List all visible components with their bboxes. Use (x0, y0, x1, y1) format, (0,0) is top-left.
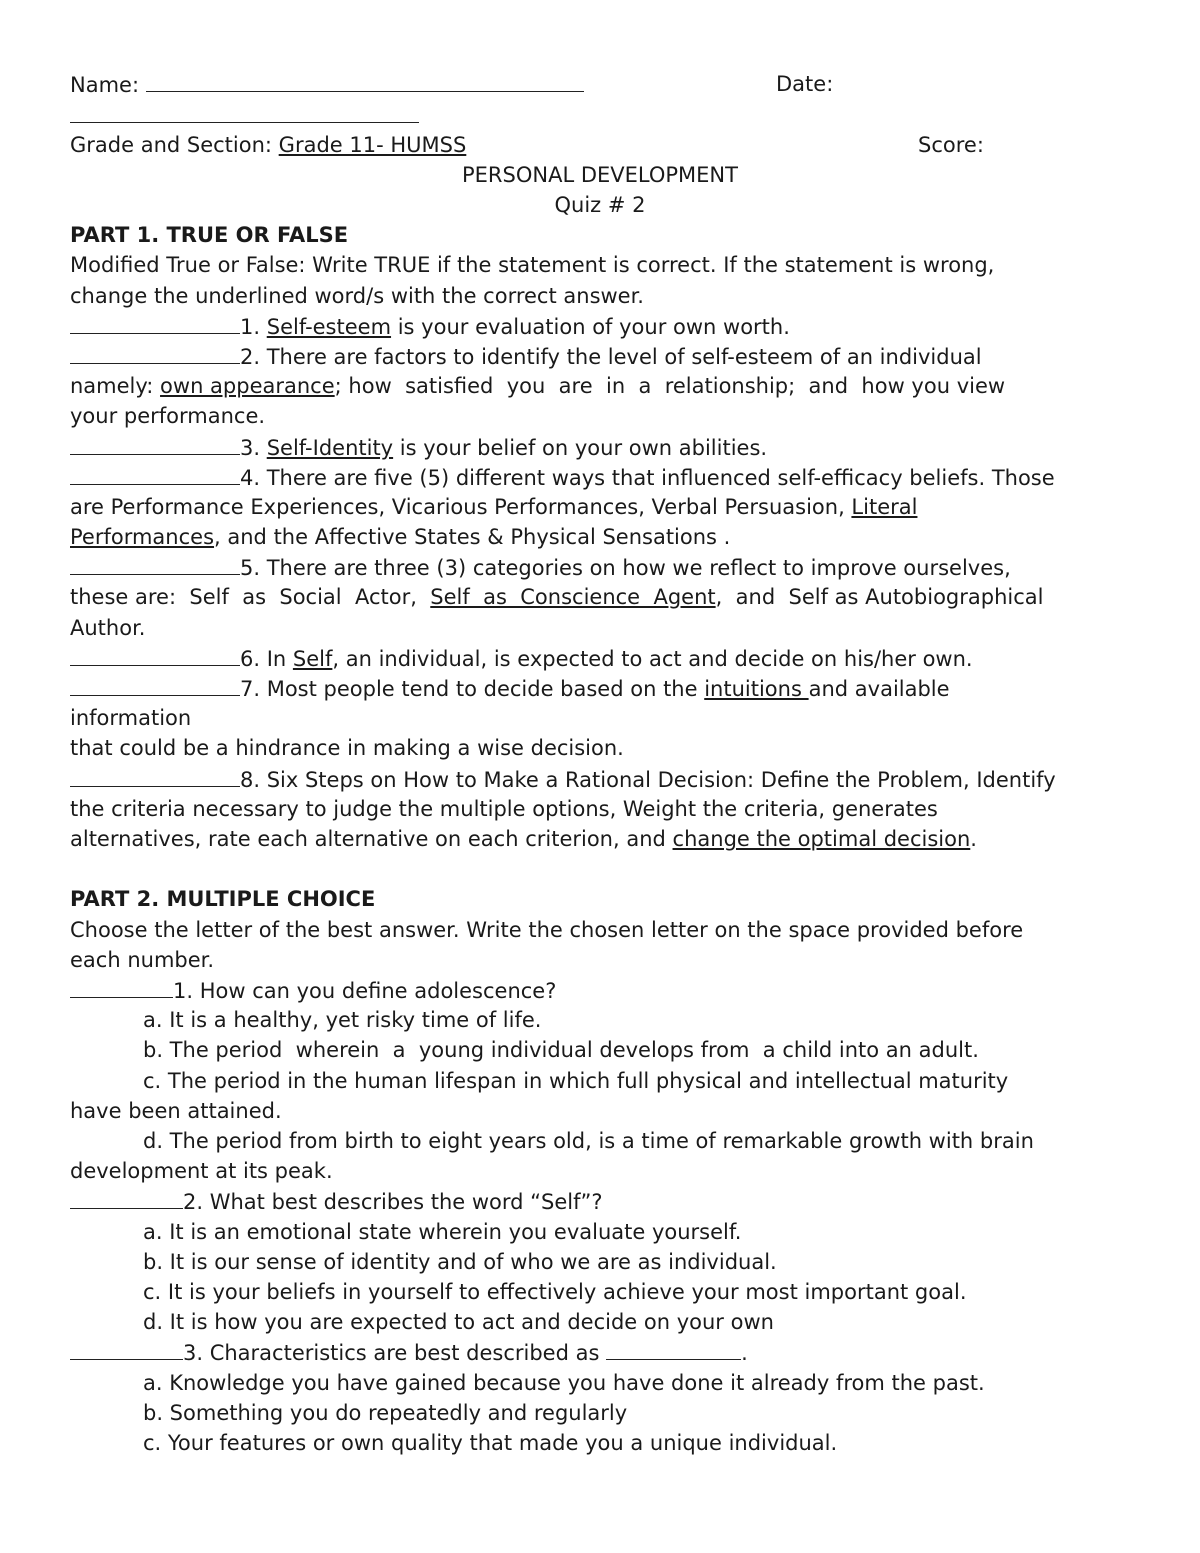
grade-label: Grade and Section: (70, 133, 272, 157)
mc1-option-a: a. It is a healthy, yet risky time of life. (143, 1008, 542, 1032)
date-blank-row (70, 100, 1130, 131)
quiz-number: Quiz # 2 (554, 193, 646, 217)
mc3-option-a: a. Knowledge you have gained because you have done it already from the past. (143, 1371, 985, 1395)
tf-item-2-line3: your performance. (70, 404, 266, 428)
mc-answer-blank-3[interactable] (70, 1337, 183, 1360)
tf-item-8-line2: the criteria necessary to judge the multiple options, Weight the criteria, generates (70, 797, 938, 821)
answer-blank-3[interactable] (70, 432, 240, 455)
tf-item-1: 1. Self-esteem is your evaluation of your own worth. (70, 311, 1130, 342)
mc3-option-c: c. Your features or own quality that made you a unique individual. (143, 1431, 838, 1455)
mc1-option-c: c. The period in the human lifespan in which full physical and intellectual maturity (143, 1069, 1009, 1093)
mc2-option-b: b. It is our sense of identity and of who we are as individual. (143, 1250, 777, 1274)
tf-item-8: 8. Six Steps on How to Make a Rational Decision: Define the Problem, Identify (70, 764, 1130, 795)
part2-instructions-line2: each number. (70, 948, 215, 972)
part2-instructions-line1: Choose the letter of the best answer. Write the chosen letter on the space provided before (70, 918, 1024, 942)
part1-heading: PART 1. TRUE OR FALSE (70, 223, 349, 247)
score-row (918, 130, 984, 160)
answer-blank-6[interactable] (70, 643, 240, 666)
mc2-option-a: a. It is an emotional state wherein you evaluate yourself. (143, 1220, 742, 1244)
name-label: Name: (70, 73, 140, 97)
tf-item-2-line2: namely: own appearance; how satisfied you are in a relationship; and how you view (70, 374, 1006, 398)
mc1-option-b: b. The period wherein a young individual develops from a child into an adult. (143, 1038, 979, 1062)
answer-blank-7[interactable] (70, 673, 240, 696)
tf-item-4: 4. There are five (5) different ways that influenced self-efficacy beliefs. Those (70, 462, 1130, 493)
score-label: Score: (918, 133, 984, 157)
mc-question-2: 2. What best describes the word “Self”? (70, 1186, 1130, 1217)
tf-item-4-line3: Performances, and the Affective States & Physical Sensations . (70, 525, 731, 549)
date-label: Date: (776, 72, 834, 96)
answer-blank-1[interactable] (70, 311, 240, 334)
date-row (776, 69, 833, 99)
grade-value: Grade 11- HUMSS (278, 133, 467, 157)
mc-answer-blank-1[interactable] (70, 975, 173, 998)
tf-item-5-line2: these are: Self as Social Actor, Self as Conscience Agent, and Self as Autobiographical (70, 585, 1044, 609)
mc-question-3: 3. Characteristics are best described as . (70, 1337, 1130, 1368)
mc3-option-b: b. Something you do repeatedly and regularly (143, 1401, 628, 1425)
part2-heading: PART 2. MULTIPLE CHOICE (70, 887, 376, 911)
tf-item-7-line3: that could be a hindrance in making a wise decision. (70, 736, 624, 760)
name-blank[interactable] (146, 69, 584, 92)
tf-item-4-line2: are Performance Experiences, Vicarious Performances, Verbal Persuasion, Literal (70, 495, 918, 519)
mc-answer-blank-2[interactable] (70, 1186, 183, 1209)
tf-item-6: 6. In Self, an individual, is expected to act and decide on his/her own. (70, 643, 1130, 674)
mc-question-1: 1. How can you define adolescence? (70, 975, 1130, 1006)
mc3-inline-blank[interactable] (606, 1337, 741, 1360)
mc1-option-d: d. The period from birth to eight years old, is a time of remarkable growth with brain (143, 1129, 1034, 1153)
answer-blank-4[interactable] (70, 462, 240, 485)
answer-blank-2[interactable] (70, 341, 240, 364)
mc2-option-d: d. It is how you are expected to act and decide on your own (143, 1310, 774, 1334)
answer-blank-8[interactable] (70, 764, 240, 787)
part1-instructions-line1: Modified True or False: Write TRUE if the statement is correct. If the statement is wrong, (70, 253, 995, 277)
date-blank[interactable] (70, 100, 419, 123)
tf-item-8-line3: alternatives, rate each alternative on each criterion, and change the optimal decision. (70, 827, 977, 851)
tf-item-7-line2: information (70, 706, 192, 730)
name-row (70, 69, 1130, 100)
tf-item-5-line3: Author. (70, 616, 146, 640)
tf-item-3: 3. Self-Identity is your belief on your own abilities. (70, 432, 1130, 463)
tf-item-5: 5. There are three (3) categories on how we reflect to improve ourselves, (70, 552, 1130, 583)
mc1-option-d-cont: development at its peak. (70, 1159, 333, 1183)
mc1-option-c-cont: have been attained. (70, 1099, 282, 1123)
tf-item-7: 7. Most people tend to decide based on the intuitions and available (70, 673, 1130, 704)
answer-blank-5[interactable] (70, 552, 240, 575)
page-title: PERSONAL DEVELOPMENT (462, 163, 738, 187)
part1-instructions-line2: change the underlined word/s with the correct answer. (70, 284, 644, 308)
mc2-option-c: c. It is your beliefs in yourself to effectively achieve your most important goal. (143, 1280, 967, 1304)
tf-item-2: 2. There are factors to identify the level of self-esteem of an individual (70, 341, 1130, 372)
